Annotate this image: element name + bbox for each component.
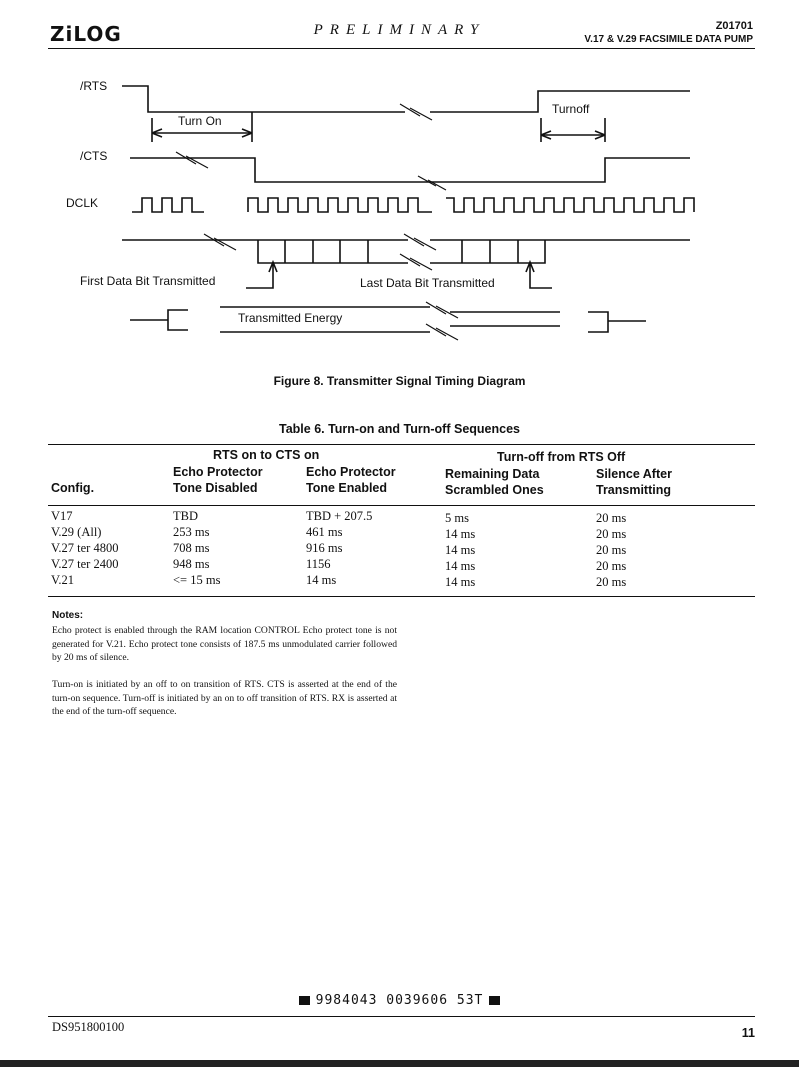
cts-label: /CTS: [80, 149, 108, 163]
col-header-2b: Tone Enabled: [306, 481, 388, 495]
col-header-4b: Transmitting: [596, 483, 672, 497]
scan-edge: [0, 1060, 799, 1067]
table-cell: 14 ms: [445, 575, 476, 589]
table-title: Table 6. Turn-on and Turn-off Sequences: [279, 422, 520, 436]
table-cell: V.29 (All): [51, 525, 102, 539]
group-header-on: RTS on to CTS on: [213, 448, 320, 462]
energy-left-stub: [130, 310, 188, 330]
notes-heading: Notes:: [52, 610, 84, 621]
turn-off-label: Turnoff: [552, 102, 590, 116]
table-cell: 1156: [306, 557, 331, 571]
table-cell: TBD: [173, 509, 198, 523]
figure-caption: Figure 8. Transmitter Signal Timing Diagram: [273, 374, 526, 388]
table-cell: V.21: [51, 573, 75, 587]
page-number: 11: [741, 1026, 755, 1040]
col-header-1b: Tone Disabled: [173, 481, 258, 495]
col-header-4a: Silence After: [596, 467, 672, 481]
col-header-1a: Echo Protector: [173, 465, 263, 479]
table-cell: V.27 ter 2400: [51, 557, 119, 571]
dclk-waveform-2: [248, 198, 432, 212]
table-cell: 253 ms: [173, 525, 210, 539]
barcode-mark-right: [489, 996, 500, 1005]
table-cell: V17: [51, 509, 73, 523]
table-cell: 14 ms: [445, 559, 476, 573]
timing-diagram: [0, 0, 799, 360]
table-cell: 461 ms: [306, 525, 343, 539]
col-header-3a: Remaining Data: [445, 467, 540, 481]
col-header-2a: Echo Protector: [306, 465, 396, 479]
table-cell: 20 ms: [596, 559, 627, 573]
table-cell: 948 ms: [173, 557, 210, 571]
turn-on-label: Turn On: [178, 114, 222, 128]
doc-id: DS951800100: [52, 1020, 125, 1034]
table-cell: 20 ms: [596, 527, 627, 541]
energy-right-stub: [588, 312, 646, 332]
table-header-rule: [48, 505, 755, 506]
table-cell: 5 ms: [445, 511, 469, 525]
first-bit-arrow: [246, 262, 277, 288]
group-header-off: Turn-off from RTS Off: [497, 450, 626, 464]
table-cell: 20 ms: [596, 575, 627, 589]
dclk-label: DCLK: [66, 196, 99, 210]
dclk-waveform-3: [446, 198, 694, 212]
table-bottom-rule: [48, 596, 755, 597]
footer-rule: [48, 1016, 755, 1017]
zilog-logo: ZiLOG: [50, 22, 122, 46]
note-paragraph-1: Echo protect is enabled through the RAM location CONTROL Echo protect tone is not generated for V.21. Echo protect tone consists of 187.5 ms unmodulated carrier followed by 20 ms of silence.: [52, 625, 397, 663]
table-cell: TBD + 207.5: [306, 509, 373, 523]
table-cell: 20 ms: [596, 543, 627, 557]
energy-break-mark: [426, 302, 458, 340]
table-cell: 14 ms: [445, 543, 476, 557]
table-cell: 916 ms: [306, 541, 343, 555]
preliminary-banner: PRELIMINARY: [313, 22, 486, 38]
table-cell: 14 ms: [445, 527, 476, 541]
last-bit-arrow: [526, 262, 552, 288]
barcode: [0, 993, 799, 1008]
col-header-3b: Scrambled Ones: [445, 483, 544, 497]
table-cell: 14 ms: [306, 573, 337, 587]
table-cell: 20 ms: [596, 511, 627, 525]
dclk-waveform-1: [132, 198, 204, 212]
doc-title: V.17 & V.29 FACSIMILE DATA PUMP: [584, 34, 753, 45]
doc-number: Z01701: [715, 20, 753, 32]
barcode-mark-left: [299, 996, 310, 1005]
first-bit-label: First Data Bit Transmitted: [80, 274, 216, 288]
table-cell: V.27 ter 4800: [51, 541, 119, 555]
barcode-text: 9984043 0039606 53T: [315, 993, 484, 1008]
last-bit-label: Last Data Bit Transmitted: [360, 276, 495, 290]
energy-label: Transmitted Energy: [238, 311, 343, 325]
col-header-config: Config.: [51, 481, 95, 495]
table-cell: 708 ms: [173, 541, 210, 555]
rts-label: /RTS: [80, 79, 108, 93]
table-top-rule: [48, 444, 755, 445]
data-line: [122, 240, 690, 263]
table-cell: <= 15 ms: [173, 573, 221, 587]
note-paragraph-2: Turn-on is initiated by an off to on transition of RTS. CTS is asserted at the end of the turn-on sequence. Turn-off is initiated by an on to off transition of RTS. RX is asserted at the end of the turn-off sequence.: [52, 679, 397, 717]
cts-waveform: [130, 158, 690, 182]
